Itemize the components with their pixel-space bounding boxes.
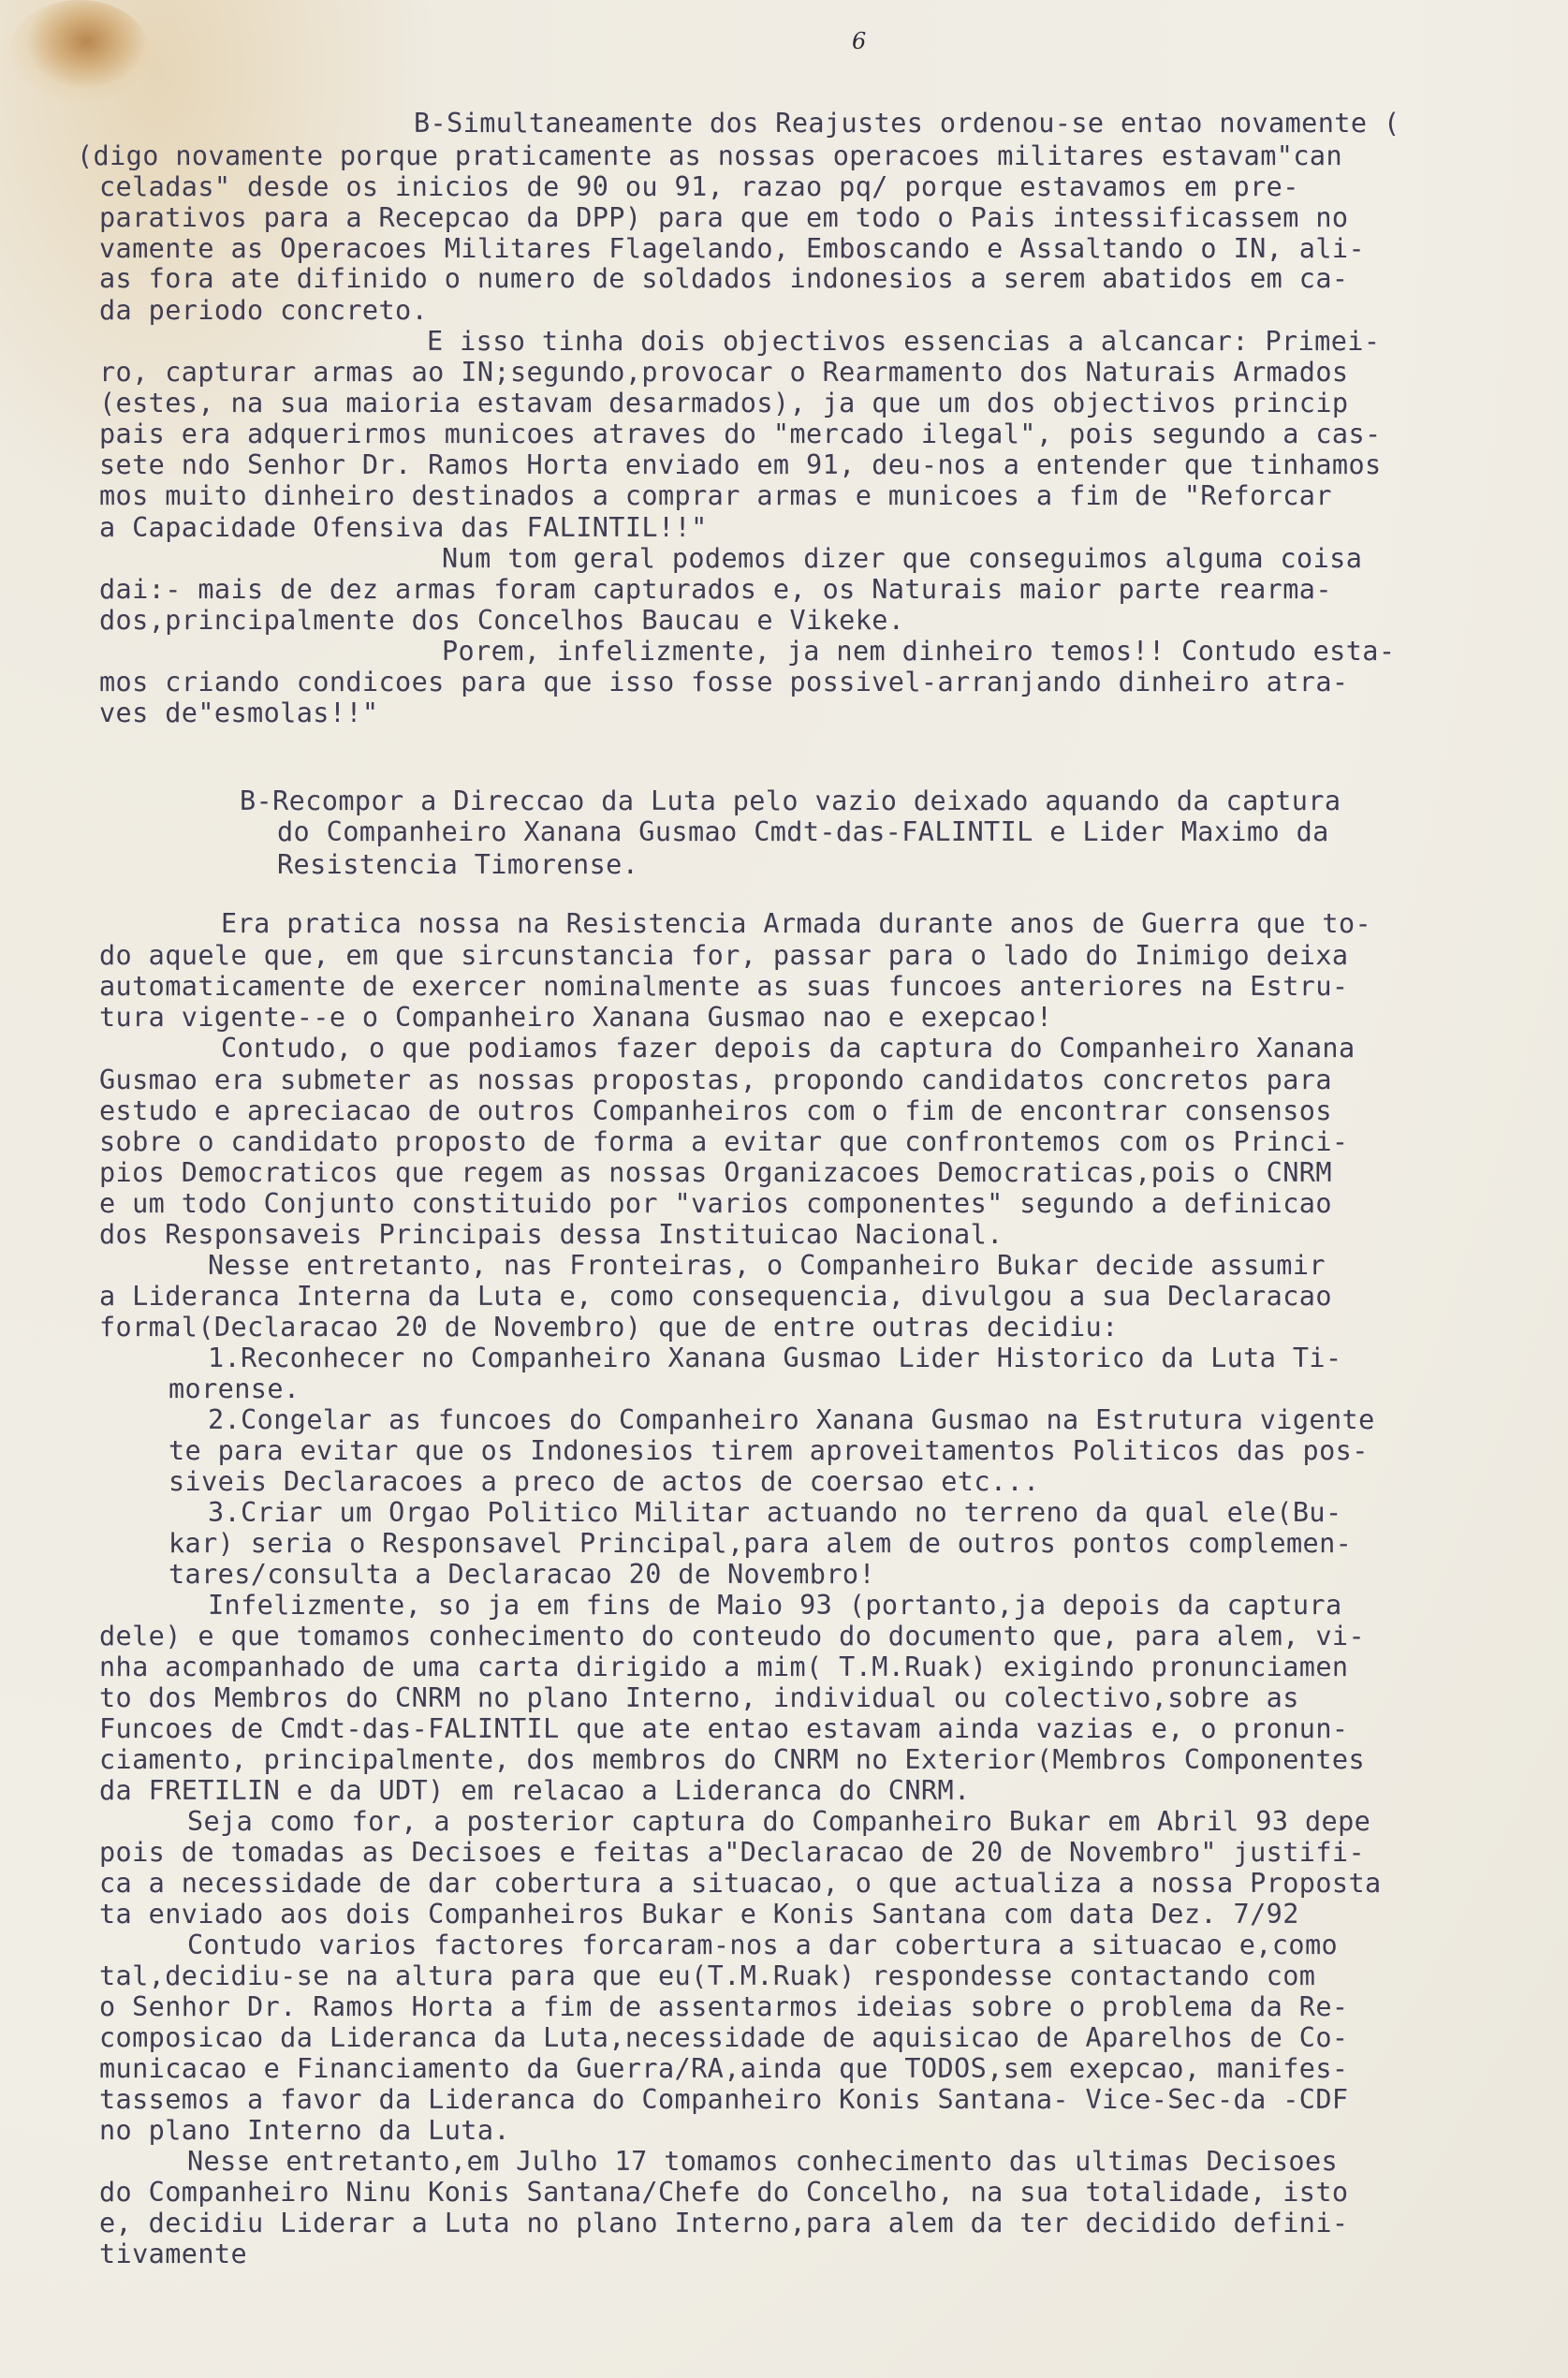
text-line: nha acompanhado de uma carta dirigido a mim( T.M.Ruak) exigindo pronunciamen xyxy=(99,1651,1349,1682)
text-line: da periodo concreto. xyxy=(99,295,429,326)
text-line: tivamente xyxy=(99,2239,248,2269)
text-line: Contudo, o que podiamos fazer depois da captura do Companheiro Xanana xyxy=(221,1033,1356,1064)
heading-line: B-Recompor a Direccao da Luta pelo vazio deixado aquando da captura xyxy=(240,785,1341,816)
text-line: ciamento, principalmente, dos membros do CNRM no Exterior(Membros Componentes xyxy=(99,1744,1365,1775)
text-line: to dos Membros do CNRM no plano Interno, individual ou colectivo,sobre as xyxy=(99,1682,1299,1713)
text-line: dele) e que tomamos conhecimento do conteudo do documento que, para alem, vi- xyxy=(99,1621,1365,1651)
text-line: Funcoes de Cmdt-das-FALINTIL que ate entao estavam ainda vazias e, o pronun- xyxy=(99,1713,1349,1744)
text-line: municacao e Financiamento da Guerra/RA,ainda que TODOS,sem exepcao, manifes- xyxy=(99,2053,1349,2084)
text-line: tassemos a favor da Lideranca do Companheiro Konis Santana- Vice-Sec-da -CDF xyxy=(99,2084,1349,2115)
text-line: (estes, na sua maioria estavam desarmados), ja que um dos objectivos princip xyxy=(99,388,1349,418)
text-line: mos muito dinheiro destinados a comprar armas e municoes a fim de "Reforcar xyxy=(99,480,1332,511)
text-line: Nesse entretanto, nas Fronteiras, o Companheiro Bukar decide assumir xyxy=(208,1250,1326,1281)
text-line: Gusmao era submeter as nossas propostas, propondo candidatos concretos para xyxy=(99,1064,1332,1095)
text-line: o Senhor Dr. Ramos Horta a fim de assentarmos ideias sobre o problema da Re- xyxy=(99,1991,1349,2022)
text-line: ca a necessidade de dar cobertura a situacao, o que actualiza a nossa Proposta xyxy=(99,1868,1382,1899)
heading-line: Resistencia Timorense. xyxy=(277,849,639,880)
text-line: da FRETILIN e da UDT) em relacao a Lideranca do CNRM. xyxy=(99,1775,971,1806)
text-line: mos criando condicoes para que isso fosse possivel-arranjando dinheiro atra- xyxy=(99,667,1349,697)
text-line: automaticamente de exercer nominalmente as suas funcoes anteriores na Estru- xyxy=(99,971,1349,1002)
text-line: do aquele que, em que sircunstancia for, passar para o lado do Inimigo deixa xyxy=(99,940,1349,971)
text-line: dos Responsaveis Principais dessa Instituicao Nacional. xyxy=(99,1219,1004,1250)
page-number: 6 xyxy=(852,28,867,54)
text-line: Seja como for, a posterior captura do Companheiro Bukar em Abril 93 depe xyxy=(187,1806,1371,1837)
text-line: formal(Declaracao 20 de Novembro) que de entre outras decidiu: xyxy=(99,1312,1119,1343)
text-line: E isso tinha dois objectivos essencias a alcancar: Primei- xyxy=(427,326,1381,357)
list-item: tares/consulta a Declaracao 20 de Novembro! xyxy=(169,1559,876,1590)
list-item: te para evitar que os Indonesios tirem aproveitamentos Politicos das pos- xyxy=(169,1435,1369,1466)
list-item: siveis Declaracoes a preco de actos de coersao etc... xyxy=(169,1466,1040,1497)
text-line: ta enviado aos dois Companheiros Bukar e Konis Santana com data Dez. 7/92 xyxy=(99,1899,1299,1930)
text-line: Infelizmente, so ja em fins de Maio 93 (portanto,ja depois da captura xyxy=(208,1590,1342,1621)
text-line: e, decidiu Liderar a Luta no plano Interno,para alem da ter decidido defini- xyxy=(99,2208,1349,2239)
text-line: B-Simultaneamente dos Reajustes ordenou-se entao novamente ( xyxy=(414,108,1400,139)
text-line: ro, capturar armas ao IN;segundo,provocar o Rearmamento dos Naturais Armados xyxy=(99,357,1349,388)
text-line: pios Democraticos que regem as nossas Organizacoes Democraticas,pois o CNRM xyxy=(99,1157,1332,1188)
text-line: sobre o candidato proposto de forma a evitar que confrontemos com os Princi- xyxy=(99,1126,1349,1157)
text-line: vamente as Operacoes Militares Flagelando, Emboscando e Assaltando o IN, ali- xyxy=(99,233,1365,264)
text-line: pais era adquerirmos municoes atraves do "mercado ilegal", pois segundo a cas- xyxy=(99,418,1382,449)
text-line: as fora ate difinido o numero de soldados indonesios a serem abatidos em ca- xyxy=(99,263,1349,294)
text-line: tura vigente--e o Companheiro Xanana Gusmao nao e exepcao! xyxy=(99,1002,1053,1033)
text-line: estudo e apreciacao de outros Companheiros com o fim de encontrar consensos xyxy=(99,1095,1332,1126)
heading-line: do Companheiro Xanana Gusmao Cmdt-das-FALINTIL e Lider Maximo da xyxy=(277,816,1329,847)
text-line: dos,principalmente dos Concelhos Baucau e Vikeke. xyxy=(99,605,905,636)
list-item: kar) seria o Responsavel Principal,para alem de outros pontos complemen- xyxy=(169,1528,1353,1559)
text-line: composicao da Lideranca da Luta,necessidade de aquisicao de Aparelhos de Co- xyxy=(99,2022,1349,2053)
text-line: parativos para a Recepcao da DPP) para que em todo o Pais intessificassem no xyxy=(99,202,1349,233)
text-line: celadas" desde os inicios de 90 ou 91, razao pq/ porque estavamos em pre- xyxy=(99,171,1299,202)
text-line: Porem, infelizmente, ja nem dinheiro temos!! Contudo esta- xyxy=(442,636,1396,667)
text-line: Era pratica nossa na Resistencia Armada durante anos de Guerra que to- xyxy=(221,908,1372,939)
text-line: Nesse entretanto,em Julho 17 tomamos conhecimento das ultimas Decisoes xyxy=(187,2146,1339,2177)
text-line: no plano Interno da Luta. xyxy=(99,2115,510,2146)
text-line: e um todo Conjunto constituido por "varios componentes" segundo a definicao xyxy=(99,1188,1332,1219)
text-line: ves de"esmolas!!" xyxy=(99,697,379,728)
text-line: pois de tomadas as Decisoes e feitas a"Declaracao de 20 de Novembro" justifi- xyxy=(99,1837,1365,1868)
list-item: 2.Congelar as funcoes do Companheiro Xanana Gusmao na Estrutura vigente xyxy=(208,1404,1375,1435)
list-item: morense. xyxy=(169,1373,300,1404)
text-line: a Capacidade Ofensiva das FALINTIL!!" xyxy=(99,512,708,543)
text-line: Num tom geral podemos dizer que conseguimos alguma coisa xyxy=(442,543,1363,574)
text-line: a Lideranca Interna da Luta e, como consequencia, divulgou a sua Declaracao xyxy=(99,1281,1332,1312)
list-item: 1.Reconhecer no Companheiro Xanana Gusmao Lider Historico da Luta Ti- xyxy=(208,1343,1342,1373)
text-line: sete ndo Senhor Dr. Ramos Horta enviado em 91, deu-nos a entender que tinhamos xyxy=(99,449,1382,480)
text-line: dai:- mais de dez armas foram capturados e, os Naturais maior parte rearma- xyxy=(99,574,1332,605)
text-line: tal,decidiu-se na altura para que eu(T.M.Ruak) respondesse contactando com xyxy=(99,1960,1316,1991)
text-line: (digo novamente porque praticamente as nossas operacoes militares estavam"can xyxy=(77,140,1342,171)
text-line: Contudo varios factores forcaram-nos a dar cobertura a situacao e,como xyxy=(187,1930,1339,1960)
list-item: 3.Criar um Orgao Politico Militar actuando no terreno da qual ele(Bu- xyxy=(208,1497,1342,1528)
text-line: do Companheiro Ninu Konis Santana/Chefe do Concelho, na sua totalidade, isto xyxy=(99,2177,1349,2208)
paper-stain xyxy=(9,0,150,103)
